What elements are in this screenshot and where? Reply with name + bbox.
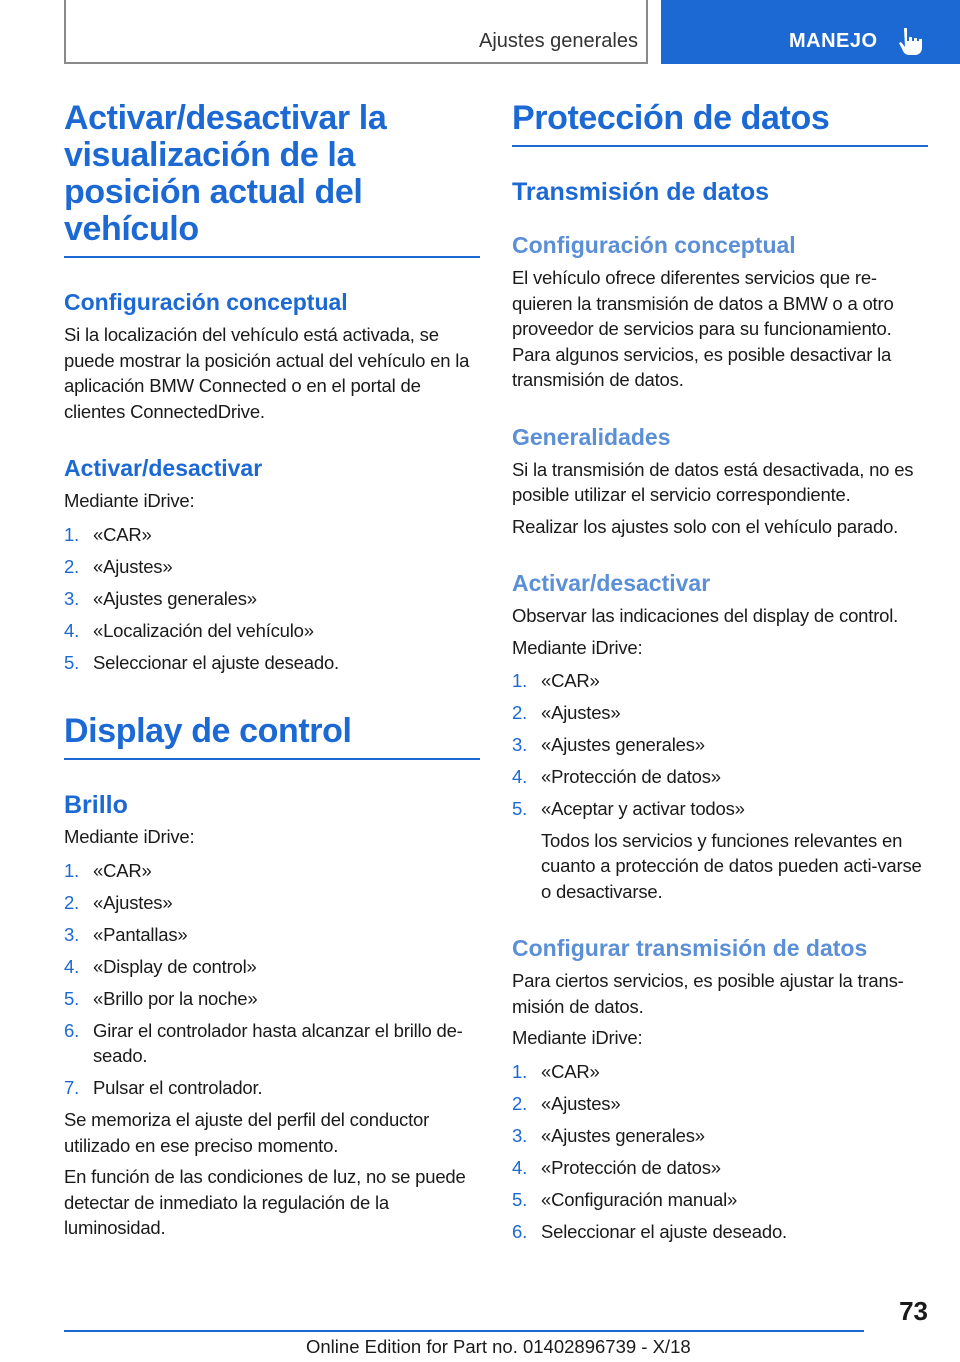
- heading-display-de-control: Display de control: [64, 713, 480, 760]
- footer-divider: [64, 1330, 864, 1332]
- list-item: [64, 954, 480, 980]
- list-item: [64, 650, 480, 676]
- step-number: 2.: [512, 1092, 528, 1114]
- paragraph-transmision-desactivada: Si la transmisión de datos está desactivada, no es posible utilizar el servicio correspondiente.: [512, 458, 914, 505]
- steps-list-localizacion: [64, 522, 480, 676]
- paragraph-condiciones-luz: En función de las condiciones de luz, no se puede detectar de inmediato la regulación de la luminosidad.: [64, 1166, 466, 1238]
- subheading-generalidades: Generalidades: [512, 423, 671, 450]
- paragraph-memoriza-ajuste: Se memoriza el ajuste del perfil del conductor utilizado en ese preciso momento.: [64, 1109, 430, 1156]
- step-number: 4.: [512, 1156, 528, 1178]
- step-text: «Ajustes»: [541, 1092, 621, 1114]
- step-text: «Localización del vehículo»: [93, 619, 314, 641]
- paragraph-mediante-idrive: Mediante iDrive:: [64, 490, 195, 511]
- step-number: 5.: [64, 651, 80, 673]
- subheading-activar-desactivar: Activar/desactivar: [64, 455, 263, 481]
- paragraph-servicios: El vehículo ofrece diferentes servicios que re-quieren la transmisión de datos a BMW o a otro proveedor de servicios para su funcionamiento. Para algunos servicios, es posible desactivar la transmisión de datos.: [512, 267, 894, 390]
- page-number: 73: [899, 1296, 928, 1326]
- step-text: Seleccionar el ajuste deseado.: [93, 651, 339, 673]
- step-number: 1.: [512, 670, 528, 691]
- list-item: [512, 1155, 928, 1181]
- step-number: 4.: [64, 619, 80, 641]
- paragraph-mediante-idrive: Mediante iDrive:: [512, 636, 643, 658]
- list-item: [512, 1219, 928, 1245]
- step-text: «Protección de datos»: [541, 766, 721, 787]
- list-item: [512, 732, 928, 758]
- step-text: «Ajustes»: [541, 702, 621, 723]
- header-section-title: Ajustes generales: [479, 30, 638, 52]
- step-number: 6.: [64, 1019, 80, 1041]
- step-number: 2.: [64, 891, 80, 913]
- step-number: 4.: [64, 955, 80, 977]
- list-item: [512, 764, 928, 790]
- step-text: Seleccionar el ajuste deseado.: [541, 1220, 787, 1242]
- step-text: «CAR»: [541, 1060, 600, 1082]
- step-text: «Brillo por la noche»: [93, 987, 258, 1009]
- step-text: «Ajustes»: [93, 555, 173, 577]
- subheading-configuracion-conceptual: Configuración conceptual: [512, 232, 796, 258]
- step-number: 1.: [64, 859, 80, 881]
- footer-edition-text: Online Edition for Part no. 01402896739 - X/18: [306, 1336, 691, 1357]
- step-text: Girar el controlador hasta alcanzar el brillo de-seado.: [93, 1019, 463, 1066]
- list-item: [64, 858, 480, 884]
- step-number: 4.: [512, 766, 528, 787]
- step-number: 1.: [64, 523, 80, 545]
- step-number: 6.: [512, 1220, 528, 1242]
- step-number: 5.: [512, 798, 528, 819]
- step-number: 3.: [512, 734, 528, 755]
- subheading-configurar-transmision: Configurar transmisión de datos: [512, 935, 868, 961]
- list-item: [64, 1075, 480, 1101]
- subheading-activar-desactivar: Activar/desactivar: [512, 570, 711, 596]
- header-tab-label: MANEJO: [789, 30, 878, 52]
- step-text: «Ajustes generales»: [541, 734, 705, 755]
- paragraph-configuracion: Si la localización del vehículo está activada, se puede mostrar la posición actual del vehículo en la aplicación BMW Connected o en el portal de clientes ConnectedDrive.: [64, 324, 470, 422]
- subheading-transmision-de-datos: Transmisión de datos: [512, 178, 770, 206]
- step-number: 5.: [512, 1188, 528, 1210]
- list-item: [512, 700, 928, 726]
- list-item: [64, 922, 480, 948]
- list-item: [512, 1091, 928, 1117]
- step-number: 3.: [512, 1124, 528, 1146]
- list-item: [64, 986, 480, 1012]
- step-text: «Display de control»: [93, 955, 257, 977]
- right-column: [512, 100, 928, 1251]
- step-text: «Ajustes generales»: [541, 1124, 705, 1146]
- step-text: «Ajustes»: [93, 891, 173, 913]
- paragraph-indicaciones: Observar las indicaciones del display de control.: [512, 605, 899, 626]
- list-item: [512, 1187, 928, 1213]
- pointing-hand-icon: [895, 26, 925, 56]
- step-number: 7.: [64, 1077, 80, 1098]
- left-column: [64, 100, 480, 1247]
- step-subtext: Todos los servicios y funciones relevantes en cuanto a protección de datos pueden acti-varse o desactivarse.: [541, 829, 922, 902]
- step-text: «Aceptar y activar todos»: [541, 798, 745, 819]
- list-item: [512, 668, 928, 694]
- subheading-configuracion-conceptual: Configuración conceptual: [64, 289, 348, 315]
- header-tab-manejo[interactable]: [661, 0, 960, 64]
- paragraph-vehiculo-parado: Realizar los ajustes solo con el vehículo parado.: [512, 515, 899, 537]
- step-text: Pulsar el controlador.: [93, 1077, 263, 1098]
- subheading-brillo: Brillo: [64, 791, 128, 819]
- heading-proteccion-de-datos: Protección de datos: [512, 100, 928, 147]
- list-item: [64, 1018, 480, 1069]
- step-number: 3.: [64, 923, 80, 945]
- list-item: [64, 890, 480, 916]
- steps-list-proteccion: [512, 668, 928, 904]
- step-number: 2.: [64, 555, 80, 577]
- steps-list-brillo: [64, 858, 480, 1101]
- steps-list-configurar: [512, 1059, 928, 1245]
- paragraph-mediante-idrive: Mediante iDrive:: [64, 826, 195, 847]
- list-item: [64, 618, 480, 644]
- step-number: 5.: [64, 987, 80, 1009]
- step-number: 3.: [64, 587, 80, 609]
- list-item: [64, 522, 480, 548]
- heading-visualizacion-posicion: Activar/desactivar la visualización de la posición actual del vehículo: [64, 100, 480, 258]
- step-text: «Configuración manual»: [541, 1188, 738, 1210]
- list-item: [512, 1059, 928, 1085]
- list-item: [512, 796, 928, 904]
- step-text: «CAR»: [541, 670, 600, 691]
- step-number: 1.: [512, 1060, 528, 1082]
- step-text: «Protección de datos»: [541, 1156, 721, 1178]
- step-text: «Ajustes generales»: [93, 587, 257, 609]
- list-item: [64, 554, 480, 580]
- step-text: «CAR»: [93, 523, 152, 545]
- list-item: [512, 1123, 928, 1149]
- paragraph-ciertos-servicios: Para ciertos servicios, es posible ajustar la trans-misión de datos.: [512, 970, 904, 1017]
- paragraph-mediante-idrive: Mediante iDrive:: [512, 1027, 643, 1048]
- step-text: «Pantallas»: [93, 923, 188, 945]
- step-number: 2.: [512, 702, 528, 723]
- list-item: [64, 586, 480, 612]
- step-text: «CAR»: [93, 859, 152, 881]
